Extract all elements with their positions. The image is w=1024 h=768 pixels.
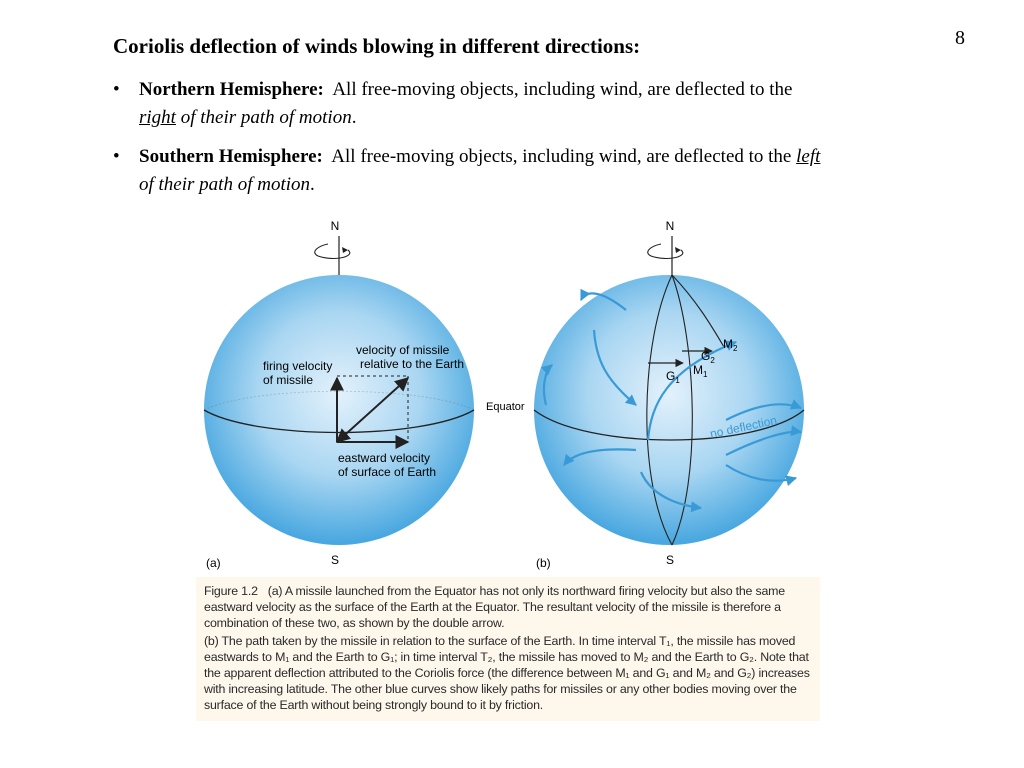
point-m2-label: $M_2$ — [723, 337, 738, 353]
earth-globe-a — [204, 275, 474, 545]
panel-a — [204, 219, 525, 570]
bullet-text-italic: of their path of motion — [180, 107, 352, 128]
bullet-dot: • — [113, 146, 120, 167]
north-label-a: N — [330, 219, 340, 233]
south-label-b: S — [665, 553, 675, 567]
bullet-list — [113, 76, 973, 210]
point-g2-label: $G_2$ — [701, 349, 715, 365]
bullet-emphasis: right — [139, 107, 176, 128]
bullet-label: Northern Hemisphere: — [139, 79, 324, 100]
point-m1-label: $M_1$ — [693, 363, 708, 379]
bullet-period: . — [310, 174, 315, 195]
bullet-period: . — [351, 107, 357, 128]
bullet-text-italic: of their path of motion — [139, 174, 310, 195]
north-label-b: N — [665, 219, 675, 233]
caption-part-b: (b) The path taken by the missile in relation to the surface of the Earth. In time interval T₁, the missile has moved eastwards to M₁ and the Earth to G₁; in time interval T₂, the missile has moved to M₂ and the Earth to G₂. Note that the apparent deflection attributed to the Coriolis force (the difference between M₁ and G₁ and M₂ and G₂) increases with increasing latitude. The other blue curves show likely paths for missiles or any other bodies moving over the surface of the Earth without being strongly bound to it by friction. — [204, 634, 810, 712]
bullet-emphasis: left — [796, 146, 821, 167]
rotation-arrowhead-a — [342, 247, 348, 253]
rotation-arrowhead-b — [675, 247, 681, 253]
panel-b-label: (b) — [536, 556, 551, 570]
bullet-dot: • — [113, 79, 120, 100]
earth-globe-b — [534, 275, 804, 545]
bullet-northern-hemisphere — [113, 76, 973, 132]
equator-label: Equator — [486, 401, 525, 413]
figure-caption — [196, 577, 820, 721]
coriolis-figure — [196, 210, 820, 750]
panel-a-label: (a) — [206, 556, 221, 570]
relative-velocity-label: velocity of missile relative to the Earth — [356, 343, 465, 371]
slide-title: Coriolis deflection of winds blowing in different directions: — [113, 34, 641, 58]
no-deflection-label: no deflection — [708, 413, 779, 441]
panel-b — [534, 219, 804, 570]
bullet-text: All free-moving objects, including wind, are deflected to the — [331, 146, 792, 167]
point-g1-label: $G_1$ — [666, 369, 680, 385]
south-label-a: S — [330, 553, 340, 567]
figure-label: Figure 1.2 — [204, 584, 258, 598]
bullet-label: Southern Hemisphere: — [139, 146, 323, 167]
page-number: 8 — [955, 27, 965, 49]
caption-text-a: (a) A missile launched from the Equator has not only its northward firing velocity but also the same eastward velocity as the surface of the Earth at the Equator. The resultant velocity of the missile is therefore a combination of these two, as shown by the double arrow. — [204, 584, 785, 630]
globe-diagrams — [196, 210, 820, 577]
eastward-velocity-label: eastward velocity of surface of Earth — [338, 451, 437, 479]
firing-velocity-label: firing velocity of missile — [263, 359, 333, 387]
bullet-southern-hemisphere — [113, 143, 973, 199]
caption-part-a — [204, 583, 820, 631]
bullet-text: All free-moving objects, including wind, are deflected to the — [332, 79, 793, 100]
